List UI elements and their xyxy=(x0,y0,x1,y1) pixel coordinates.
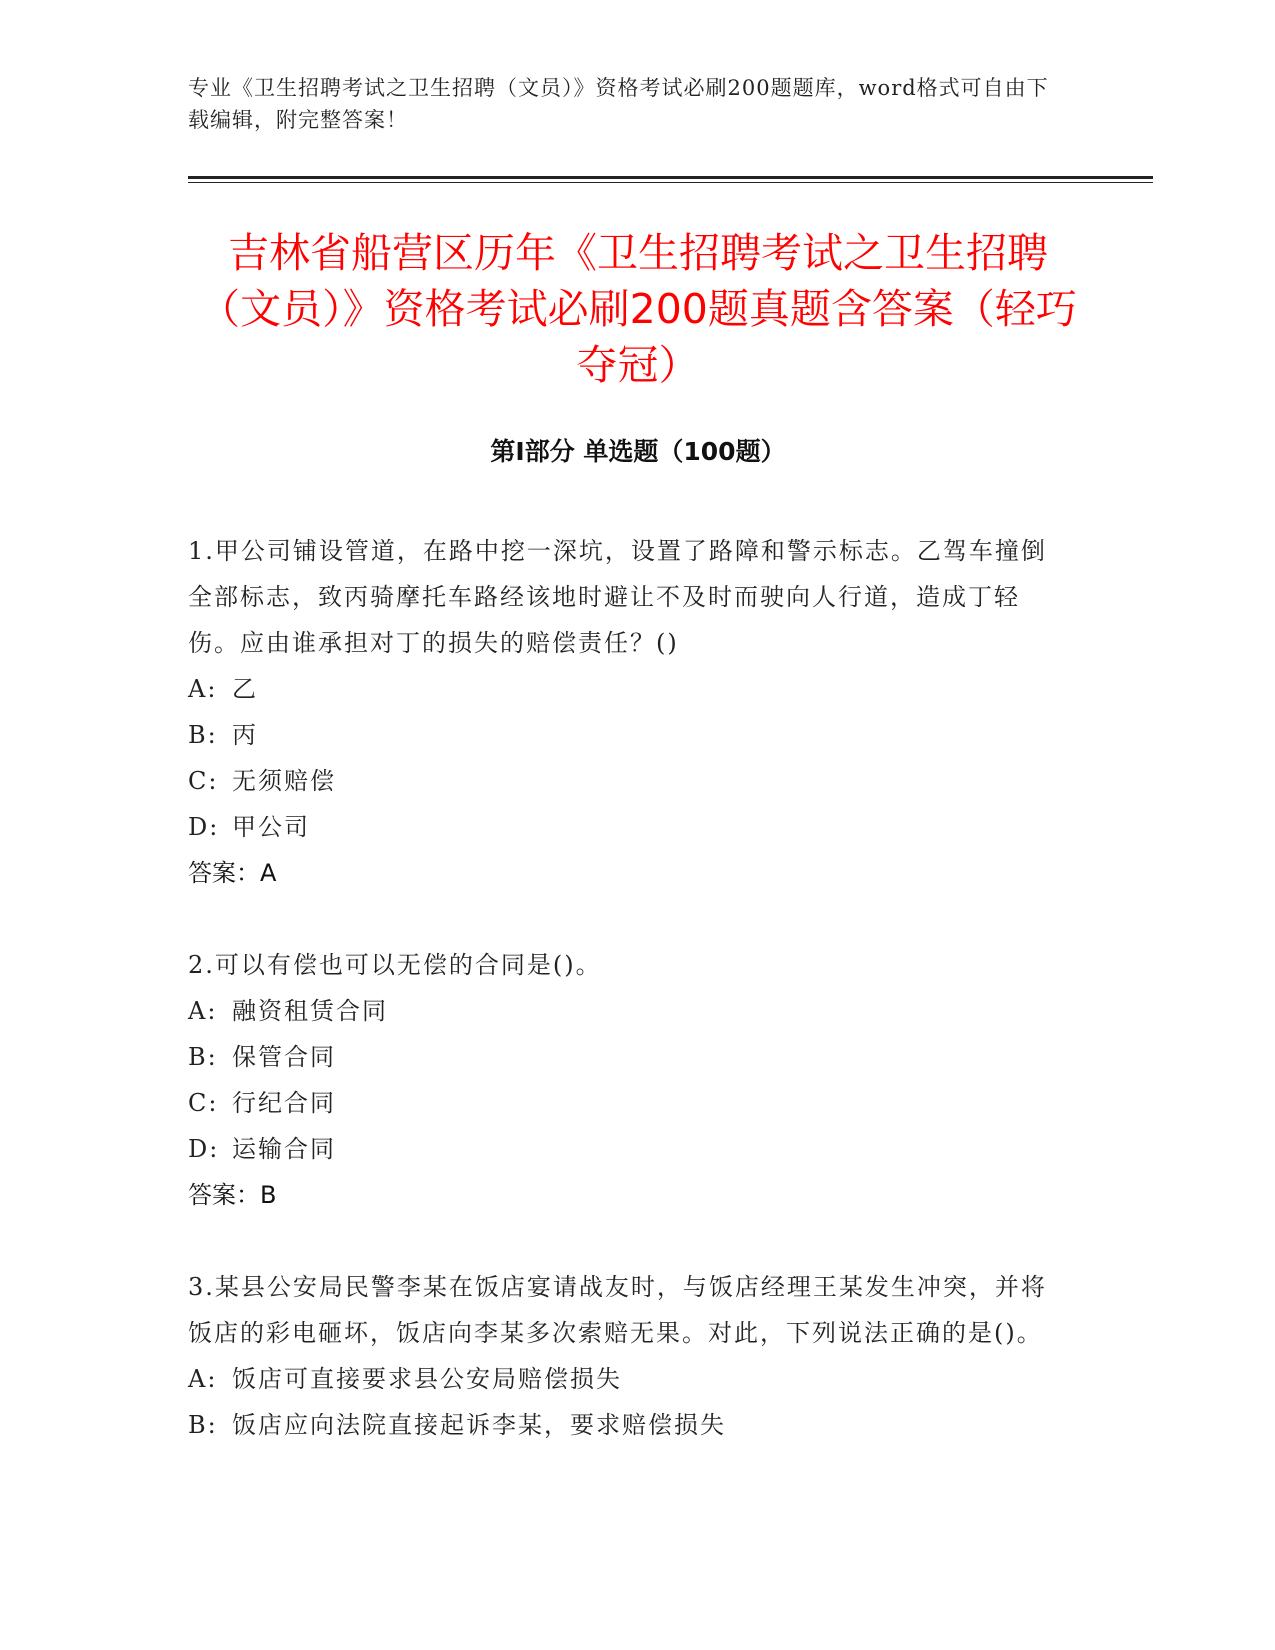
question-text: 3.某县公安局民警李某在饭店宴请战友时，与饭店经理王某发生冲突，并将饭店的彩电砸坏，饭店向李某多次索赔无果。对此，下列说法正确的是()。 xyxy=(188,1273,1047,1347)
question-item xyxy=(188,942,1068,1218)
header-rule-thin xyxy=(188,182,1153,183)
option-a xyxy=(188,988,1068,1034)
option-text: 保管合同 xyxy=(232,1043,336,1071)
option-key: D: xyxy=(188,1135,220,1163)
option-c xyxy=(188,758,1068,804)
option-text: 无须赔偿 xyxy=(232,767,336,795)
option-a xyxy=(188,666,1068,712)
option-text: 乙 xyxy=(232,675,258,703)
option-d xyxy=(188,804,1068,850)
option-c xyxy=(188,1080,1068,1126)
option-key: C: xyxy=(188,1089,219,1117)
answer-line: 答案：B xyxy=(188,1181,277,1209)
option-key: B: xyxy=(188,1411,218,1439)
option-key: A: xyxy=(188,675,218,703)
option-key: B: xyxy=(188,721,218,749)
option-key: D: xyxy=(188,813,220,841)
option-b xyxy=(188,712,1068,758)
option-key: A: xyxy=(188,1365,218,1393)
question-text: 1.甲公司铺设管道，在路中挖一深坑，设置了路障和警示标志。乙驾车撞倒全部标志，致丙骑摩托车路经该地时避让不及时而驶向人行道，造成丁轻伤。应由谁承担对丁的损失的赔偿责任？() xyxy=(188,537,1047,657)
option-key: B: xyxy=(188,1043,218,1071)
option-d xyxy=(188,1126,1068,1172)
question-item xyxy=(188,1264,1068,1448)
option-text: 融资租赁合同 xyxy=(232,997,388,1025)
section-title: 第Ⅰ部分 单选题（100题） xyxy=(490,437,786,466)
option-b xyxy=(188,1402,1068,1448)
option-text: 饭店可直接要求县公安局赔偿损失 xyxy=(232,1365,622,1393)
question-item xyxy=(188,528,1068,896)
answer-line: 答案：A xyxy=(188,859,277,887)
option-b xyxy=(188,1034,1068,1080)
option-key: A: xyxy=(188,997,218,1025)
question-list xyxy=(188,528,1068,1494)
option-text: 行纪合同 xyxy=(232,1089,336,1117)
header-note: 专业《卫生招聘考试之卫生招聘（文员）》资格考试必刷200题题库，word格式可自由下载编辑，附完整答案！ xyxy=(188,76,1049,132)
document-title: 吉林省船营区历年《卫生招聘考试之卫生招聘（文员）》资格考试必刷200题真题含答案（轻巧夺冠） xyxy=(199,229,1077,389)
option-text: 饭店应向法院直接起诉李某，要求赔偿损失 xyxy=(232,1411,726,1439)
header-rule-thick xyxy=(188,176,1153,179)
question-text: 2.可以有偿也可以无偿的合同是()。 xyxy=(188,951,602,979)
option-a xyxy=(188,1356,1068,1402)
option-text: 甲公司 xyxy=(232,813,310,841)
option-text: 丙 xyxy=(232,721,258,749)
option-text: 运输合同 xyxy=(232,1135,336,1163)
option-key: C: xyxy=(188,767,219,795)
